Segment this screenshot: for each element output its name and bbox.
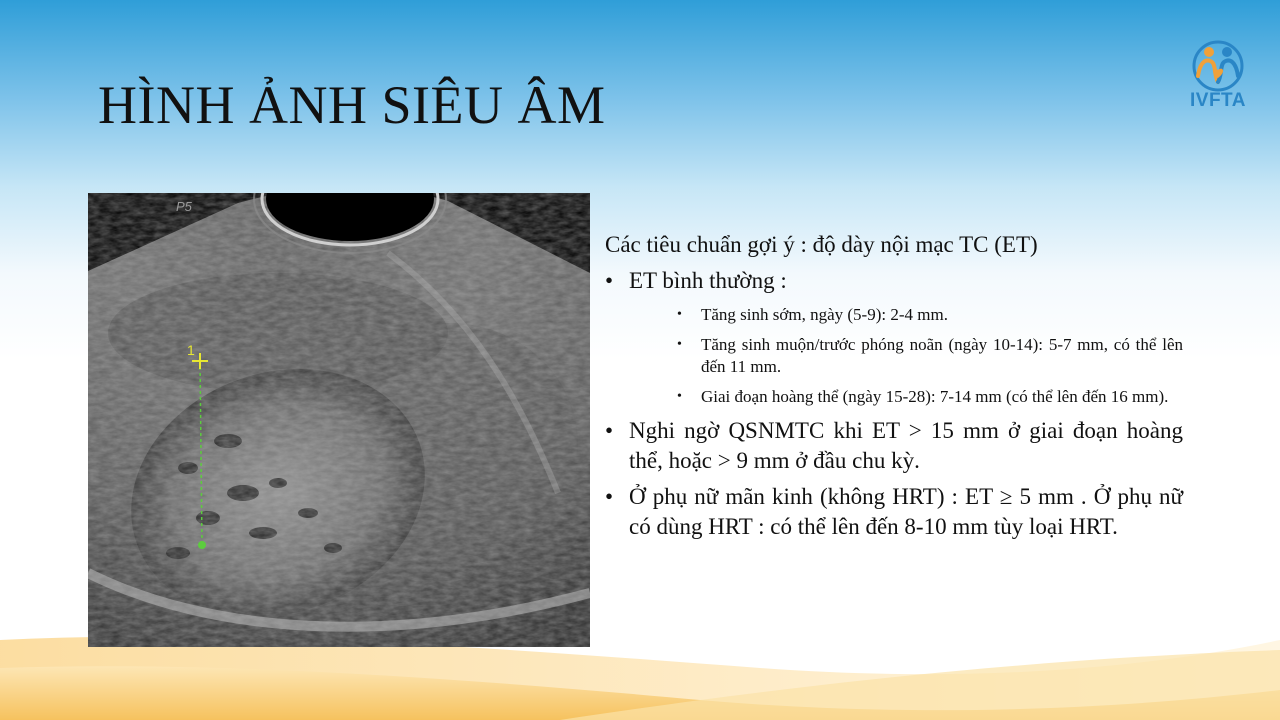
criteria-list bbox=[605, 266, 1183, 542]
probe-label: P5 bbox=[176, 199, 192, 214]
bullet-text: ET bình thường : bbox=[629, 268, 787, 293]
family-logo-icon bbox=[1176, 36, 1260, 92]
criteria-intro: Các tiêu chuẩn gợi ý : độ dày nội mạc TC (ET) bbox=[605, 232, 1038, 257]
ivfta-logo bbox=[1176, 36, 1260, 116]
bullet-menopause: • Ở phụ nữ mãn kinh (không HRT) : ET ≥ 5 mm . Ở phụ nữ có dùng HRT : có thể lên đến 8-10 mm tùy loại HRT. bbox=[605, 482, 1183, 542]
sub-bullet-early-proliferative: • Tăng sinh sớm, ngày (5-9): 2-4 mm. bbox=[677, 304, 1183, 326]
caliper-end-icon bbox=[198, 541, 206, 549]
sub-bullet-luteal: • Giai đoạn hoàng thể (ngày 15-28): 7-14 mm (có thể lên đến 16 mm). bbox=[677, 386, 1183, 408]
logo-text: IVFTA bbox=[1190, 90, 1246, 111]
ultrasound-image bbox=[88, 193, 590, 647]
criteria-content bbox=[605, 232, 1183, 548]
bullet-normal-et bbox=[605, 266, 1183, 408]
sub-bullet-late-proliferative: • Tăng sinh muộn/trước phóng noãn (ngày 10-14): 5-7 mm, có thể lên đến 11 mm. bbox=[677, 334, 1183, 378]
bullet-hyperplasia-suspicion: • Nghi ngờ QSNMTC khi ET > 15 mm ở giai đoạn hoàng thể, hoặc > 9 mm ở đầu chu kỳ. bbox=[605, 416, 1183, 476]
slide-title: HÌNH ẢNH SIÊU ÂM bbox=[98, 75, 606, 135]
caliper-label: 1 bbox=[187, 342, 195, 358]
sub-list bbox=[677, 304, 1183, 408]
